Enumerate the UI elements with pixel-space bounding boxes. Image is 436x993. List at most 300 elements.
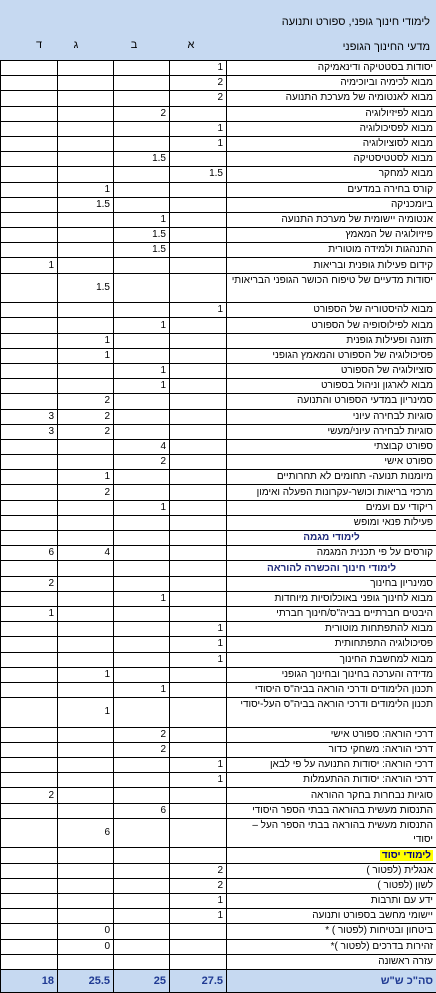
hours-cell-g (58, 91, 114, 106)
table-row (1, 622, 436, 637)
hours-cell-g (58, 727, 114, 742)
hours-cell-b: 2 (114, 455, 170, 470)
section-row (1, 561, 436, 576)
hours-cell-g (58, 954, 114, 969)
course-name: פיזיולוגיה של המאמץ (227, 228, 436, 243)
empty-cell (170, 848, 227, 863)
table-row (1, 863, 436, 878)
hours-cell-b (114, 667, 170, 682)
hours-cell-d (1, 167, 58, 182)
table-row (1, 652, 436, 667)
hours-cell-g: 2 (58, 394, 114, 409)
table-row (1, 61, 436, 76)
table-row (1, 182, 436, 197)
hours-cell-b (114, 515, 170, 530)
hours-cell-a (170, 424, 227, 439)
course-name: מבוא לפסיכולוגיה (227, 121, 436, 136)
section-heading (227, 848, 436, 863)
hours-cell-a: 1 (170, 61, 227, 76)
hours-cell-g: 1 (58, 667, 114, 682)
hours-cell-a (170, 727, 227, 742)
hours-cell-b: 1 (114, 318, 170, 333)
totals-label: סה"כ ש"ש (227, 969, 436, 992)
hours-cell-a: 1 (170, 136, 227, 151)
table-row (1, 424, 436, 439)
curriculum-table (0, 60, 436, 993)
hours-cell-a: 1 (170, 121, 227, 136)
hours-cell-d (1, 333, 58, 348)
hours-cell-b (114, 758, 170, 773)
hours-cell-d (1, 470, 58, 485)
hours-cell-g (58, 576, 114, 591)
course-name: מדידה והערכה בחינוך ובחינוך הגופני (227, 667, 436, 682)
hours-cell-g (58, 652, 114, 667)
hours-cell-g (58, 893, 114, 908)
hours-cell-d (1, 106, 58, 121)
table-header (0, 0, 436, 60)
hours-cell-d (1, 197, 58, 212)
hours-cell-g (58, 455, 114, 470)
hours-cell-d (1, 61, 58, 76)
course-name: עזרה ראשונה (227, 954, 436, 969)
hours-cell-b (114, 606, 170, 621)
hours-cell-g: 0 (58, 924, 114, 939)
hours-cell-d (1, 394, 58, 409)
hours-cell-b (114, 136, 170, 151)
hours-cell-d (1, 682, 58, 697)
course-name: פסיכולוגיה של הספורט והמאמץ הגופני (227, 348, 436, 363)
empty-cell (58, 561, 114, 576)
course-name: מבוא לארגון וניהול בספורט (227, 379, 436, 394)
hours-cell-d (1, 182, 58, 197)
course-name: מבוא למחשבת החינוך (227, 652, 436, 667)
hours-cell-a: 1 (170, 637, 227, 652)
table-row (1, 924, 436, 939)
section-row (1, 531, 436, 546)
hours-cell-b (114, 576, 170, 591)
hours-cell-a (170, 106, 227, 121)
course-name: מבוא לחינוך גופני באוכלוסיות מיוחדות (227, 591, 436, 606)
hours-cell-d (1, 773, 58, 788)
table-row (1, 197, 436, 212)
course-name: לשון (לפטור ) (227, 878, 436, 893)
course-name: סוגיות לבחירה עיוני (227, 409, 436, 424)
hours-cell-b (114, 698, 170, 728)
hours-cell-g: 1.5 (58, 273, 114, 303)
hours-cell-a (170, 682, 227, 697)
course-name: מבוא לסוציולוגיה (227, 136, 436, 151)
hours-cell-a (170, 546, 227, 561)
course-name: התנהגות ולמידה מוטורית (227, 243, 436, 258)
hours-cell-g (58, 106, 114, 121)
hours-cell-a (170, 318, 227, 333)
hours-cell-b (114, 409, 170, 424)
hours-cell-a (170, 788, 227, 803)
col-header-a: א (181, 39, 201, 51)
hours-cell-d (1, 348, 58, 363)
course-name: יסודות בסטטיקה ודינאמיקה (227, 61, 436, 76)
hours-cell-g (58, 439, 114, 454)
hours-cell-a (170, 333, 227, 348)
course-name: תכנון הלימודים ודרכי הוראה בביה"ס היסודי (227, 682, 436, 697)
table-row (1, 121, 436, 136)
hours-cell-d (1, 273, 58, 303)
table-row (1, 485, 436, 500)
hours-cell-g (58, 136, 114, 151)
course-name: ביטחון ובטיחות (לפטור ) * (227, 924, 436, 939)
hours-cell-g (58, 152, 114, 167)
hours-cell-g (58, 167, 114, 182)
hours-cell-d: 2 (1, 788, 58, 803)
hours-cell-g: 1 (58, 698, 114, 728)
hours-cell-g (58, 500, 114, 515)
course-name: פעילות פנאי ומופש (227, 515, 436, 530)
hours-cell-g: 1 (58, 470, 114, 485)
hours-cell-b (114, 939, 170, 954)
hours-cell-d: 3 (1, 424, 58, 439)
table-row (1, 333, 436, 348)
hours-cell-b (114, 91, 170, 106)
hours-cell-a (170, 939, 227, 954)
course-name: דרכי הוראה: יסודות ההתעמלות (227, 773, 436, 788)
table-row (1, 773, 436, 788)
hours-cell-a (170, 698, 227, 728)
empty-cell (114, 561, 170, 576)
hours-cell-b (114, 424, 170, 439)
course-name: ספורט אישי (227, 455, 436, 470)
course-name: סוציולוגיה של הספורט (227, 363, 436, 378)
table-row (1, 682, 436, 697)
course-name: סוגיות לבחירה עיוני/מעשי (227, 424, 436, 439)
hours-cell-g (58, 303, 114, 318)
table-row (1, 546, 436, 561)
course-name: מבוא לכימיה וביוכימיה (227, 76, 436, 91)
col-header-d: ד (29, 39, 49, 51)
section-heading (227, 561, 436, 576)
table-row (1, 258, 436, 273)
table-row (1, 667, 436, 682)
table-row (1, 228, 436, 243)
total-cell-b: 25 (114, 969, 170, 992)
hours-cell-a (170, 152, 227, 167)
hours-cell-a (170, 243, 227, 258)
hours-cell-d (1, 803, 58, 818)
hours-cell-d (1, 591, 58, 606)
course-name: ידע עם ותרבות (227, 893, 436, 908)
hours-cell-b (114, 333, 170, 348)
hours-cell-g (58, 773, 114, 788)
hours-cell-d: 3 (1, 409, 58, 424)
hours-cell-b: 1 (114, 500, 170, 515)
table-row (1, 788, 436, 803)
hours-cell-b (114, 954, 170, 969)
hours-cell-d (1, 622, 58, 637)
total-cell-a: 27.5 (170, 969, 227, 992)
hours-cell-a (170, 379, 227, 394)
hours-cell-d (1, 91, 58, 106)
table-row (1, 576, 436, 591)
hours-cell-g (58, 637, 114, 652)
table-row (1, 212, 436, 227)
total-cell-d: 18 (1, 969, 58, 992)
hours-cell-g: 2 (58, 485, 114, 500)
hours-cell-b (114, 303, 170, 318)
empty-cell (1, 561, 58, 576)
course-name: סמינריון במדעי הספורט והתנועה (227, 394, 436, 409)
hours-cell-b (114, 863, 170, 878)
course-name: דרכי הוראה: יסודות התנועה על פי לבאן (227, 758, 436, 773)
hours-cell-d (1, 652, 58, 667)
table-row (1, 606, 436, 621)
course-name: ריקודי עם ועמים (227, 500, 436, 515)
hours-cell-b (114, 818, 170, 848)
hours-cell-a (170, 591, 227, 606)
hours-cell-b (114, 622, 170, 637)
hours-cell-a (170, 803, 227, 818)
hours-cell-g (58, 788, 114, 803)
hours-cell-g: 1.5 (58, 197, 114, 212)
course-name: קידום פעילות גופנית ובריאות (227, 258, 436, 273)
hours-cell-b (114, 61, 170, 76)
table-row (1, 455, 436, 470)
hours-cell-a (170, 576, 227, 591)
table-row (1, 106, 436, 121)
hours-cell-g (58, 591, 114, 606)
hours-cell-a (170, 228, 227, 243)
hours-cell-a (170, 182, 227, 197)
table-row (1, 591, 436, 606)
hours-cell-g (58, 909, 114, 924)
hours-cell-a (170, 742, 227, 757)
course-name: סמינריון בחינוך (227, 576, 436, 591)
course-name: מבוא לסטטיסטיקה (227, 152, 436, 167)
hours-cell-d (1, 924, 58, 939)
section-title: מדעי החינוך הגופני (343, 41, 430, 53)
hours-cell-b (114, 167, 170, 182)
course-name: מבוא לפילוסופיה של הספורט (227, 318, 436, 333)
hours-cell-d (1, 515, 58, 530)
hours-cell-d (1, 637, 58, 652)
hours-cell-d (1, 212, 58, 227)
table-row (1, 91, 436, 106)
hours-cell-d (1, 379, 58, 394)
hours-cell-d (1, 818, 58, 848)
table-row (1, 893, 436, 908)
hours-cell-d (1, 228, 58, 243)
hours-cell-b (114, 394, 170, 409)
course-name: סוגיות נבחרות בחקר ההוראה (227, 788, 436, 803)
table-row (1, 470, 436, 485)
course-name: התנסות מעשית בהוראה בבתי הספר העל – יסודי (227, 818, 436, 848)
empty-cell (114, 531, 170, 546)
hours-cell-a: 2 (170, 91, 227, 106)
course-name: קורס בחירה במדעים (227, 182, 436, 197)
hours-cell-d (1, 485, 58, 500)
course-name: מבוא להתפתחות מוטורית (227, 622, 436, 637)
section-heading-text: לימודי חינוך והכשרה להוראה (267, 563, 396, 574)
hours-cell-a: 1 (170, 303, 227, 318)
hours-cell-g: 1 (58, 348, 114, 363)
hours-cell-d: 2 (1, 576, 58, 591)
course-name: דרכי הוראה: ספורט אישי (227, 727, 436, 742)
table-row (1, 152, 436, 167)
course-name: יישומי מחשב בספורט ותנועה (227, 909, 436, 924)
hours-cell-g (58, 742, 114, 757)
hours-cell-g (58, 606, 114, 621)
hours-cell-a: 1 (170, 909, 227, 924)
hours-cell-a (170, 212, 227, 227)
hours-cell-d (1, 954, 58, 969)
hours-cell-d (1, 878, 58, 893)
hours-cell-d (1, 742, 58, 757)
hours-cell-d (1, 863, 58, 878)
hours-cell-g (58, 243, 114, 258)
course-name: אנגלית (לפטור ) (227, 863, 436, 878)
hours-cell-b: 1.5 (114, 152, 170, 167)
hours-cell-d (1, 758, 58, 773)
table-row (1, 167, 436, 182)
course-name: מרכזי בריאות וכושר-עקרונות הפעלה ואימון (227, 485, 436, 500)
hours-cell-a (170, 500, 227, 515)
hours-cell-b: 2 (114, 727, 170, 742)
hours-cell-b: 1.5 (114, 228, 170, 243)
hours-cell-d (1, 455, 58, 470)
hours-cell-a: 1 (170, 893, 227, 908)
hours-cell-b (114, 637, 170, 652)
hours-cell-d (1, 909, 58, 924)
hours-cell-d (1, 303, 58, 318)
hours-cell-a: 1 (170, 758, 227, 773)
table-row (1, 243, 436, 258)
table-row (1, 954, 436, 969)
course-name: אנטומיה יישומית של מערכת התנועה (227, 212, 436, 227)
hours-cell-a (170, 485, 227, 500)
hours-cell-b (114, 546, 170, 561)
table-row (1, 637, 436, 652)
empty-cell (1, 531, 58, 546)
course-name: מבוא למחקר (227, 167, 436, 182)
table-row (1, 758, 436, 773)
hours-cell-b (114, 788, 170, 803)
hours-cell-a (170, 470, 227, 485)
hours-cell-a (170, 924, 227, 939)
table-row (1, 76, 436, 91)
course-name: פסיכולוגיה התפתחותית (227, 637, 436, 652)
course-name: מבוא לפיזיולוגיה (227, 106, 436, 121)
col-header-g: ג (66, 39, 86, 51)
hours-cell-b (114, 909, 170, 924)
hours-cell-g: 2 (58, 409, 114, 424)
hours-cell-g: 2 (58, 424, 114, 439)
hours-cell-d (1, 121, 58, 136)
hours-cell-d (1, 243, 58, 258)
hours-cell-d: 1 (1, 606, 58, 621)
table-row (1, 379, 436, 394)
hours-cell-a (170, 606, 227, 621)
table-row (1, 698, 436, 728)
hours-cell-a: 2 (170, 878, 227, 893)
hours-cell-g (58, 318, 114, 333)
hours-cell-g (58, 61, 114, 76)
hours-cell-d (1, 893, 58, 908)
hours-cell-d (1, 152, 58, 167)
hours-cell-b (114, 121, 170, 136)
hours-cell-b: 1 (114, 682, 170, 697)
course-name: יסודות מדעיים של טיפוח הכושר הגופני הבריאותי (227, 273, 436, 303)
hours-cell-g: 1 (58, 182, 114, 197)
course-name: היבטים חברתיים בביה"ס/חינוך חברתי (227, 606, 436, 621)
col-header-b: ב (124, 39, 144, 51)
hours-cell-a (170, 348, 227, 363)
hours-cell-d (1, 136, 58, 151)
hours-cell-g (58, 228, 114, 243)
hours-cell-b: 6 (114, 803, 170, 818)
empty-cell (1, 848, 58, 863)
table-row (1, 515, 436, 530)
empty-cell (114, 848, 170, 863)
hours-cell-a: 1 (170, 773, 227, 788)
table-row (1, 348, 436, 363)
hours-cell-a (170, 197, 227, 212)
course-name: מבוא לאנטומיה של מערכת התנועה (227, 91, 436, 106)
table-row (1, 500, 436, 515)
table-row (1, 939, 436, 954)
hours-cell-d (1, 318, 58, 333)
hours-cell-d (1, 500, 58, 515)
hours-cell-b (114, 258, 170, 273)
hours-cell-g (58, 258, 114, 273)
course-name: תזונה ופעילות גופנית (227, 333, 436, 348)
section-heading-text: לימודי מגמה (303, 532, 360, 543)
hours-cell-b (114, 348, 170, 363)
course-name: קורסים על פי תכנית המגמה (227, 546, 436, 561)
hours-cell-b (114, 470, 170, 485)
hours-cell-b (114, 893, 170, 908)
table-row (1, 409, 436, 424)
table-row (1, 909, 436, 924)
table-row (1, 136, 436, 151)
hours-cell-g (58, 212, 114, 227)
table-row (1, 394, 436, 409)
hours-cell-g: 0 (58, 939, 114, 954)
hours-cell-b (114, 197, 170, 212)
hours-cell-d (1, 439, 58, 454)
hours-cell-a: 1.5 (170, 167, 227, 182)
hours-cell-a: 1 (170, 622, 227, 637)
total-cell-g: 25.5 (58, 969, 114, 992)
hours-cell-a (170, 515, 227, 530)
table-row (1, 727, 436, 742)
hours-cell-d (1, 76, 58, 91)
hours-cell-g (58, 363, 114, 378)
course-name: דרכי הוראה: משחקי כדור (227, 742, 436, 757)
empty-cell (58, 531, 114, 546)
hours-cell-d (1, 939, 58, 954)
hours-cell-b (114, 773, 170, 788)
hours-cell-g (58, 682, 114, 697)
table-row (1, 878, 436, 893)
hours-cell-g (58, 863, 114, 878)
hours-cell-a (170, 455, 227, 470)
page-title: לימודי חינוך גופני, ספורט ותנועה (282, 16, 430, 28)
hours-cell-g (58, 758, 114, 773)
hours-cell-a (170, 818, 227, 848)
table-row (1, 818, 436, 848)
hours-cell-g: 4 (58, 546, 114, 561)
hours-cell-g (58, 379, 114, 394)
hours-cell-b: 2 (114, 742, 170, 757)
hours-cell-a: 2 (170, 76, 227, 91)
